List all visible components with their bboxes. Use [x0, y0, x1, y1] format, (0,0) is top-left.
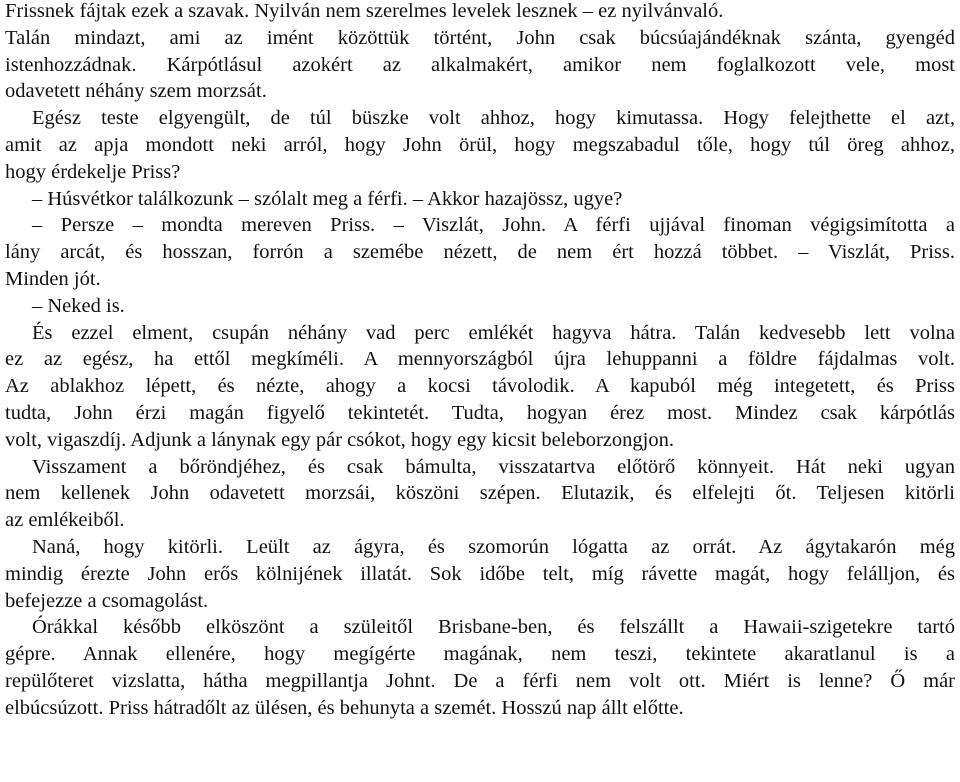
text-line: gépre. Annak ellenére, hogy megígérte magának, nem teszi, tekintete akaratlanul is a — [5, 643, 955, 666]
text-line: ez az egész, ha ettől megkíméli. A mennyországból újra lehuppanni a földre fájdalmas volt. — [5, 348, 955, 371]
text-line: lány arcát, és hosszan, forrón a szemébe nézett, de nem ért hozzá többet. – Viszlát, Priss. — [5, 241, 955, 264]
text-line: És ezzel elment, csupán néhány vad perc emlékét hagyva hátra. Talán kedvesebb lett volna — [32, 321, 955, 344]
text-line: Órákkal később elköszönt a szüleitől Brisbane-ben, és felszállt a Hawaii-szigetekre tartó — [32, 616, 955, 639]
text-line: Egész teste elgyengült, de túl büszke volt ahhoz, hogy kimutassa. Hogy felejthette el azt, — [32, 107, 955, 130]
text-line: Minden jót. — [5, 267, 101, 290]
text-line: – Neked is. — [32, 294, 125, 317]
text-line: befejezze a csomagolást. — [5, 589, 209, 612]
text-line: odavetett néhány szem morzsát. — [5, 80, 267, 103]
text-line: volt, vigaszdíj. Adjunk a lánynak egy pár csókot, hogy egy kicsit beleborzongjon. — [5, 428, 674, 451]
text-line: istenhozzádnak. Kárpótlásul azokért az alkalmakért, amikor nem foglalkozott vele, most — [5, 53, 955, 76]
text-line: mindig érezte John erős kölnijének illatát. Sok időbe telt, míg rávette magát, hogy felálljon, és — [5, 562, 955, 585]
document-page — [5, 0, 955, 722]
text-line: Frissnek fájtak ezek a szavak. Nyilván nem szerelmes levelek lesznek – ez nyilvánvaló. — [5, 0, 724, 22]
text-line: elbúcsúzott. Priss hátradőlt az ülésen, és behunyta a szemét. Hosszú nap állt előtte. — [5, 696, 684, 719]
text-line: Visszament a bőröndjéhez, és csak bámulta, visszatartva előtörő könnyeit. Hát neki ugyan — [32, 455, 955, 478]
text-line: nem kellenek John odavetett morzsái, köszöni szépen. Elutazik, és elfelejti őt. Teljesen kitörli — [5, 482, 955, 505]
text-line: – Húsvétkor találkozunk – szólalt meg a férfi. – Akkor hazajössz, ugye? — [32, 187, 623, 210]
text-line: tudta, John érzi magán figyelő tekintetét. Tudta, hogyan érez most. Mindez csak kárpótlás — [5, 401, 955, 424]
text-line: az emlékeiből. — [5, 509, 125, 532]
text-line: Talán mindazt, ami az imént közöttük történt, John csak búcsúajándéknak szánta, gyengéd — [5, 26, 955, 49]
text-line: hogy érdekelje Priss? — [5, 160, 181, 183]
text-line: Naná, hogy kitörli. Leült az ágyra, és szomorún lógatta az orrát. Az ágytakarón még — [32, 535, 955, 558]
text-line: – Persze – mondta mereven Priss. – Viszlát, John. A férfi ujjával finoman végigsimította a — [32, 214, 955, 237]
text-line: repülőteret vizslatta, hátha megpillantja Johnt. De a férfi nem volt ott. Miért is lenne? Ő már — [5, 669, 955, 692]
text-line: Az ablakhoz lépett, és nézte, ahogy a kocsi távolodik. A kapuból még integetett, és Priss — [5, 375, 955, 398]
text-line: amit az apja mondott neki arról, hogy John örül, hogy megszabadul tőle, hogy túl öreg ahhoz, — [5, 133, 955, 156]
